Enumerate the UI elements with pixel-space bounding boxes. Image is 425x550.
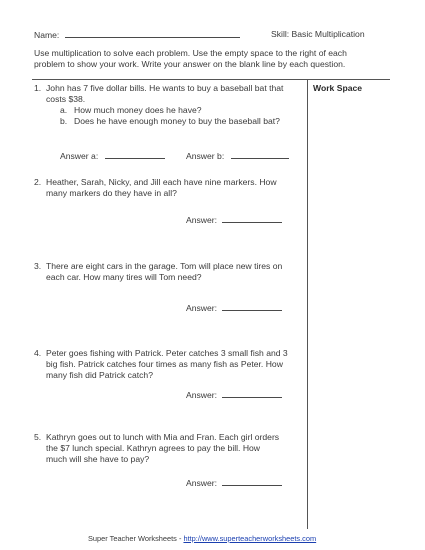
footer [88,534,316,544]
problem-line: many fish did Patrick catch? [46,370,153,380]
answer-row [186,389,282,401]
problem-number: 3. [34,261,42,271]
problem-line: many markers do they have in all? [46,188,177,198]
name-label: Name: [34,30,60,40]
answer-a-row [60,150,165,162]
problem-line: the $7 lunch special. Kathryn agrees to pay the bill. How [46,443,261,453]
problem-line: There are eight cars in the garage. Tom will place new tires on [46,261,283,271]
answer-blank[interactable] [222,302,282,311]
answer-label: Answer: [186,215,218,225]
problem-line: Peter goes fishing with Patrick. Peter catches 3 small fish and 3 [46,348,288,358]
problem-line: much will she have to pay? [46,454,150,464]
answer-b-label: Answer b: [186,151,225,161]
answer-label: Answer: [186,390,218,400]
answer-row [186,302,282,314]
problem-line: Kathryn goes out to lunch with Mia and Fran. Each girl orders [46,432,280,442]
subpart-text: Does he have enough money to buy the baseball bat? [74,116,280,126]
subpart-letter: b. [60,116,68,126]
answer-blank[interactable] [222,389,282,398]
skill-label: Skill: Basic Multiplication [271,29,365,39]
problem-line: big fish. Patrick catches four times as many fish as Peter. How [46,359,283,369]
problem-line: John has 7 five dollar bills. He wants to buy a baseball bat that [46,83,284,93]
problem-number: 2. [34,177,42,187]
subpart-letter: a. [60,105,68,115]
problem-line: each car. How many tires will Tom need? [46,272,202,282]
subpart-text: How much money does he have? [74,105,202,115]
problem-number: 5. [34,432,42,442]
problem-number: 1. [34,83,42,93]
footer-site-name: Super Teacher Worksheets [88,534,177,543]
footer-url-link[interactable]: http://www.superteacherworksheets.com [183,534,317,543]
answer-a-blank[interactable] [105,150,165,159]
instructions-line-1: Use multiplication to solve each problem. Use the empty space to the right of each [34,48,347,58]
header-divider [32,79,390,80]
answer-label: Answer: [186,303,218,313]
name-row [34,29,240,41]
answer-row [186,214,282,226]
instructions-line-2: problem to show your work. Write your answer on the blank line by each question. [34,59,346,69]
name-blank[interactable] [65,29,240,38]
answer-b-row [186,150,289,162]
answer-b-blank[interactable] [231,150,289,159]
answer-blank[interactable] [222,477,282,486]
answer-label: Answer: [186,478,218,488]
problem-line: costs $38. [46,94,86,104]
work-space-label: Work Space [313,83,363,93]
footer-separator: - [178,534,182,543]
answer-a-label: Answer a: [60,151,99,161]
problem-line: Heather, Sarah, Nicky, and Jill each have nine markers. How [46,177,277,187]
answer-row [186,477,282,489]
answer-blank[interactable] [222,214,282,223]
work-space-divider [307,79,308,529]
problem-number: 4. [34,348,42,358]
